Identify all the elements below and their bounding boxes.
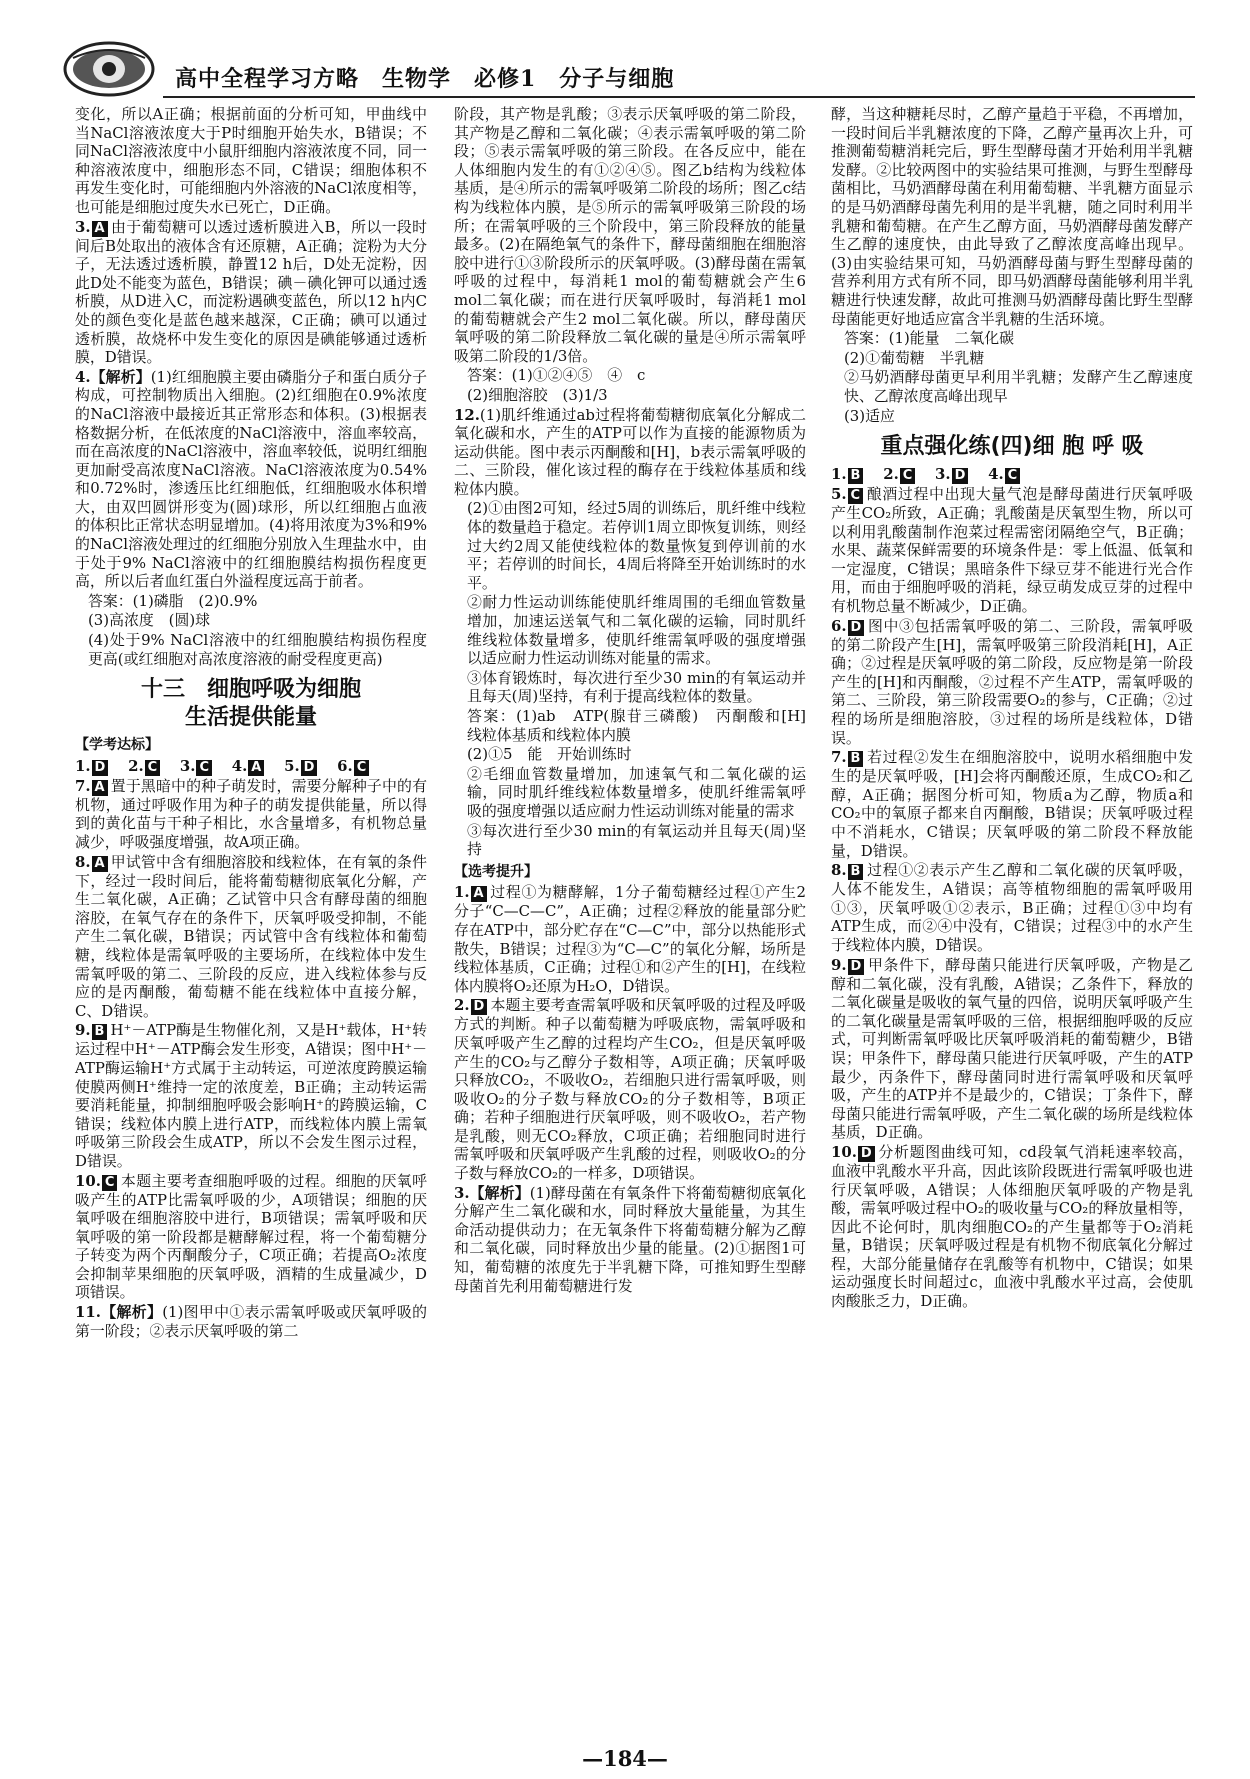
subsection-label: 【学考达标】 bbox=[75, 737, 159, 754]
mc-item: 1. D bbox=[75, 757, 111, 776]
multiple-choice-answers bbox=[831, 465, 1193, 484]
question-text: 分析题图曲线可知，cd段氧气消耗速率较高，血液中乳酸水平升高，因此该阶段既进行需氧呼吸也进行厌氧呼吸，A错误；人体细胞厌氧呼吸的产物是乳酸，需氧呼吸过程中O₂的吸收量与CO₂的释放量相等，因此不论何时，肌肉细胞CO₂的产生量都等于O₂消耗量，B错误；厌氧呼吸过程是有机物不彻底氧化分解过程，大部分能量储存在乳酸等有机物中，C错误；如果运动强度长时间超过c，血液中乳酸水平过高，会使肌肉酸胀乏力，D正确。 bbox=[831, 1142, 1193, 1311]
question-2: 2. D 本题主要考查需氧呼吸和厌氧呼吸的过程及呼吸方式的判断。种子以葡萄糖为呼吸底物，需氧呼吸和厌氧呼吸产生乙醇的过程均产生CO₂，但是厌氧呼吸产生的CO₂与乙醇分子数相等，A项正确；厌氧呼吸只释放CO₂，不吸收O₂，若细胞只进行需氧呼吸，则吸收O₂的分子数与释放CO₂的分子数相等，B项正确；若种子细胞进行厌氧呼吸，则不吸收O₂，若产物是乳酸，则无CO₂释放，C项正确；若细胞同时进行需氧呼吸和厌氧呼吸产生乳酸的过程，则吸收O₂的分子数与释放CO₂的一样多，D项错误。 bbox=[454, 996, 806, 1183]
question-text: (1)酵母菌在有氧条件下将葡萄糖彻底氧化分解产生二氧化碳和水，同时释放大量能量，为其生命活动提供动力；在无氧条件下将葡萄糖分解为乙醇和二氧化碳，同时释放出少量的能量。(2)①据图1可知，葡萄糖的浓度先于半乳糖下降，可推知野生型酵母菌首先利用葡萄糖进行发 bbox=[454, 1183, 806, 1295]
answer-box: A bbox=[92, 856, 108, 872]
section-title: 重点强化练(四)细 胞 呼 吸 bbox=[880, 434, 1144, 460]
analysis-tag: 【解析】 bbox=[90, 367, 151, 386]
question-text: (1)肌纤维通过ab过程将葡萄糖彻底氧化分解成二氧化碳和水，产生的ATP可以作为直接的能源物质为运动供能。图中表示丙酮酸和[H]，b表示需氧呼吸的二、三阶段，催化该过程的酶存在于线粒体基质和线粒体内膜。 bbox=[454, 405, 806, 498]
answer-line: ③每次进行至少30 min的有氧运动并且每天(周)坚持 bbox=[467, 821, 806, 859]
paragraph: ③体育锻炼时，每次进行至少30 min的有氧运动并且每天(周)坚持，有利于提高线粒体的数量。 bbox=[467, 668, 806, 706]
question-7: 7. A 置于黑暗中的种子萌发时，需要分解种子中的有机物，通过呼吸作用为种子的萌发提供能量，所以得到的黄化苗与干种子相比，水含量增多，有机物总量减少，呼吸强度增强，故A项正确。 bbox=[75, 776, 427, 851]
answer-box: B bbox=[848, 468, 864, 484]
question-text: 若过程②发生在细胞溶胶中，说明水稻细胞中发生的是厌氧呼吸，[H]会将丙酮酸还原，生成CO₂和乙醇，A正确；据图分析可知，物质a为乙醇，物质a和CO₂中的氧原子都来自丙酮酸，B错误；厌氧呼吸过程中不消耗水，C错误；厌氧呼吸的第二阶段不释放能量，D错误。 bbox=[831, 748, 1193, 860]
answer-line: (2)①5 能 开始训练时 bbox=[467, 745, 632, 764]
header-divider bbox=[163, 96, 1195, 98]
question-text: 酿酒过程中出现大量气泡是酵母菌进行厌氧呼吸产生CO₂所致，A正确；乳酸菌是厌氧型生物，所以可以利用乳酸菌制作泡菜过程需密闭隔绝空气，B正确；水果、蔬菜保鲜需要的环境条件是：零上低温、低氧和一定湿度，C错误；黑暗条件下绿豆芽不能进行光合作用，而由于细胞呼吸的消耗，绿豆萌发成豆芽的过程中有机物总量不断减少，D正确。 bbox=[831, 485, 1193, 616]
answer-box: C bbox=[848, 488, 864, 504]
question-text: 甲条件下，酵母菌只能进行厌氧呼吸，产物是乙醇和二氧化碳，没有乳酸，A错误；乙条件下，释放的二氧化碳量是吸收的氧气量的四倍，说明厌氧呼吸产生的二氧化碳量是需氧呼吸的三倍，根据细胞呼吸的反应式，可判断需氧呼吸比厌氧呼吸消耗的葡萄糖少，B错误；甲条件下，酵母菌只能进行厌氧呼吸，产生的ATP最少，丙条件下，酵母菌同时进行需氧呼吸和厌氧呼吸，产生的ATP并不是最少的，C错误；丁条件下，酵母菌只能进行需氧呼吸，产生二氧化碳的场所是线粒体基质，D正确。 bbox=[831, 955, 1193, 1142]
mc-item: 6. C bbox=[337, 757, 372, 776]
question-text: 由于葡萄糖可以透过透析膜进入B，所以一段时间后B处取出的液体含有还原糖，A正确；淀粉为大分子，无法透过透析膜，静置12 h后，D处无淀粉，因此D处不能变为蓝色，B错误；碘－碘化钾可以通过透析膜，从D进入C，而淀粉遇碘变蓝色，所以12 h内C处的颜色变化是蓝色越来越深，C正确；碘可以通过透析膜，故烧杯中发生变化的原因是碘能够通过透析膜，D错误。 bbox=[75, 217, 427, 367]
question-number: 4. bbox=[75, 367, 91, 386]
answer-box: D bbox=[848, 620, 865, 636]
question-9: 9. B H⁺－ATP酶是生物催化剂，又是H⁺载体，H⁺转运过程中H⁺－ATP酶会发生形变，A错误；图中H⁺－ATP酶运输H⁺方式属于主动转运，可逆浓度跨膜运输使膜两侧H⁺维持一定的浓度差，B正确；主动转运需要消耗能量，抑制细胞呼吸会影响H⁺的跨膜运输，C错误；线粒体内膜上进行ATP，而线粒体内膜上需氧呼吸第三阶段会生成ATP，所以不会发生图示过程，D错误。 bbox=[75, 1021, 427, 1170]
paragraph: 变化，所以A正确；根据前面的分析可知，甲曲线中当NaCl溶液浓度大于P时细胞开始失水，B错误；不同NaCl溶液浓度中小鼠肝细胞内溶液浓度不同，同一种溶液浓度中，细胞形态不同，C错误；细胞体积不再发生变化时，可能细胞内外溶液的NaCl浓度相等，也可能是细胞过度失水已死亡，D正确。 bbox=[75, 105, 427, 216]
book-title: 高中全程学习方略 生物学 必修1 分子与细胞 bbox=[175, 66, 675, 92]
mc-item: 4. C bbox=[988, 465, 1023, 484]
publisher-logo-icon bbox=[63, 40, 155, 98]
question-11: 11.【解析】(1)图甲中①表示需氧呼吸或厌氧呼吸的第一阶段；②表示厌氧呼吸的第二 bbox=[75, 1303, 427, 1340]
answer-box: D bbox=[301, 760, 318, 776]
answer-box: B bbox=[92, 1024, 108, 1040]
analysis-tag: 【解析】 bbox=[100, 1303, 163, 1322]
mc-item: 3. D bbox=[935, 465, 971, 484]
answer-line: (3)高浓度 (圆)球 bbox=[88, 611, 211, 630]
answer-box: C bbox=[900, 468, 916, 484]
question-1: 1. A 过程①为糖酵解，1分子葡萄糖经过程①产生2分子“C—C—C”，A正确；过程②释放的能量部分贮存在ATP中，部分贮存在“C—C”中，部分以热能形式散失，B错误；过程③为“C—C”的氧化分解，场所是线粒体基质，C正确；过程①和②产生的[H]，在线粒体内膜将O₂还原为H₂O，D错误。 bbox=[454, 883, 806, 995]
question-text: 图中③包括需氧呼吸的第二、三阶段，需氧呼吸的第二阶段产生[H]，需氧呼吸第三阶段消耗[H]，A正确；②过程是厌氧呼吸的第二阶段，反应物是第一阶段产生的[H]和丙酮酸，②过程不产生ATP，需氧呼吸的第二、三阶段，第三阶段需要O₂的参与，C正确；②过程的场所是细胞溶胶，③过程的场所是线粒体，D错误。 bbox=[831, 616, 1193, 747]
answer-box: C bbox=[145, 760, 161, 776]
answer-line: (2)细胞溶胶 (3)1/3 bbox=[467, 385, 608, 404]
question-12: 12.(1)肌纤维通过ab过程将葡萄糖彻底氧化分解成二氧化碳和水，产生的ATP可以作为直接的能源物质为运动供能。图中表示丙酮酸和[H]，b表示需氧呼吸的二、三阶段，催化该过程的酶存在于线粒体基质和线粒体内膜。 bbox=[454, 405, 806, 498]
mc-item: 2. C bbox=[128, 757, 163, 776]
question-text: (1)红细胞膜主要由磷脂分子和蛋白质分子构成，可控制物质出入细胞。(2)红细胞在0.9%浓度的NaCl溶液中最接近其正常形态和体积。(3)根据表格数据分析，在低浓度的NaCl溶液中，溶血率较高，而在高浓度的NaCl溶液中，溶血率较低，说明红细胞更加耐受高浓度NaCl溶液。NaCl溶液浓度为0.54%和0.72%时，渗透压比红细胞低，红细胞吸水体积增大，由双凹圆饼形变为(圆)球形，所以红细胞占血液的体积比正常状态明显增加。(4)将用浓度为3%和9%的NaCl溶液处理过的红细胞分别放入生理盐水中，由于处于9% NaCl溶液中的红细胞膜结构损伤程度更高，所以后者血红蛋白外溢程度远高于前者。 bbox=[75, 367, 427, 591]
page-number: —184— bbox=[582, 1746, 668, 1771]
mc-item: 2. C bbox=[883, 465, 918, 484]
question-text: H⁺－ATP酶是生物催化剂，又是H⁺载体，H⁺转运过程中H⁺－ATP酶会发生形变，A错误；图中H⁺－ATP酶运输H⁺方式属于主动转运，可逆浓度跨膜运输使膜两侧H⁺维持一定的浓度差，B正确；主动转运需要消耗能量，抑制细胞呼吸会影响H⁺的跨膜运输，C错误；线粒体内膜上进行ATP，而线粒体内膜上需氧呼吸第三阶段会生成ATP，所以不会发生图示过程，D错误。 bbox=[75, 1021, 427, 1170]
multiple-choice-answers bbox=[75, 757, 427, 776]
column-left bbox=[75, 105, 427, 1341]
answer-box: A bbox=[471, 886, 487, 902]
answer-box: C bbox=[196, 760, 212, 776]
answer-box: A bbox=[248, 760, 264, 776]
answer-box: B bbox=[848, 751, 864, 767]
paragraph: ②耐力性运动训练能使肌纤维周围的毛细血管数量增加，加速运送氧气和二氧化碳的运输，同时肌纤维线粒体数量增多，使肌纤维需氧呼吸的强度增强以适应耐力性运动训练对能量的需求。 bbox=[467, 593, 806, 668]
answer-line: 答案：(1)ab ATP(腺苷三磷酸) 丙酮酸和[H] 线粒体基质和线粒体内膜 bbox=[467, 707, 821, 744]
answer-box: D bbox=[471, 999, 488, 1015]
question-text: (1)图甲中①表示需氧呼吸或厌氧呼吸的第一阶段；②表示厌氧呼吸的第二 bbox=[75, 1303, 427, 1340]
question-8: 8. A 甲试管中含有细胞溶胶和线粒体，在有氧的条件下，经过一段时间后，能将葡萄糖彻底氧化分解，产生二氧化碳，A正确；乙试管中只含有酵母菌的细胞溶胶，在氧气存在的条件下，厌氧呼吸受抑制，不能产生二氧化碳，B错误；丙试管中含有线粒体和葡萄糖，线粒体是需氧呼吸的主要场所，在线粒体中发生需氧呼吸的第二、三阶段的反应，进入线粒体参与反应的是丙酮酸，葡萄糖不能在线粒体中直接分解，C、D错误。 bbox=[75, 852, 427, 1020]
answer-line: (4)处于9% NaCl溶液中的红细胞膜结构损伤程度更高(或红细胞对高浓度溶液的耐受程度更高) bbox=[88, 631, 427, 668]
question-7: 7. B 若过程②发生在细胞溶胶中，说明水稻细胞中发生的是厌氧呼吸，[H]会将丙酮酸还原，生成CO₂和乙醇，A正确；据图分析可知，物质a为乙醇，物质a和CO₂中的氧原子都来自丙酮酸，B错误；厌氧呼吸过程中不消耗水，C错误；厌氧呼吸的第二阶段不释放能量，D错误。 bbox=[831, 748, 1193, 860]
column-middle bbox=[454, 105, 821, 1296]
mc-item: 5. D bbox=[284, 757, 320, 776]
answer-line: 答案：(1)①②④⑤ ④ c bbox=[467, 366, 646, 385]
question-10: 10. D 分析题图曲线可知，cd段氧气消耗速率较高，血液中乳酸水平升高，因此该阶段既进行需氧呼吸也进行厌氧呼吸，A错误；人体细胞厌氧呼吸的产物是乳酸，需氧呼吸过程中O₂的吸收量与CO₂的释放量相等，因此不论何时，肌肉细胞CO₂的产生量都等于O₂消耗量，B错误；厌氧呼吸过程是有机物不彻底氧化分解过程，大部分能量储存在乳酸等有机物中，C错误；如果运动强度长时间超过c，血液中乳酸水平过高，会使肌肉酸胀乏力，D正确。 bbox=[831, 1142, 1193, 1311]
mc-item: 3. C bbox=[180, 757, 215, 776]
question-9: 9. D 甲条件下，酵母菌只能进行厌氧呼吸，产物是乙醇和二氧化碳，没有乳酸，A错误；乙条件下，释放的二氧化碳量是吸收的氧气量的四倍，说明厌氧呼吸产生的二氧化碳量是需氧呼吸的三倍，根据细胞呼吸的反应式，可判断需氧呼吸比厌氧呼吸消耗的葡萄糖少，B错误；甲条件下，酵母菌只能进行厌氧呼吸，产生的ATP最少，丙条件下，酵母菌同时进行需氧呼吸和厌氧呼吸，产生的ATP并不是最少的，C错误；丁条件下，酵母菌只能进行需氧呼吸，产生二氧化碳的场所是线粒体基质，D正确。 bbox=[831, 955, 1193, 1142]
answer-box: D bbox=[858, 1146, 875, 1162]
question-3 bbox=[75, 218, 427, 367]
section-title bbox=[75, 676, 427, 732]
column-right bbox=[831, 105, 1193, 1312]
question-text: 置于黑暗中的种子萌发时，需要分解种子中的有机物，通过呼吸作用为种子的萌发提供能量，所以得到的黄化苗与干种子相比，水含量增多，有机物总量减少，呼吸强度增强，故A项正确。 bbox=[75, 776, 427, 851]
answer-line: 答案：(1)磷脂 (2)0.9% bbox=[88, 591, 258, 610]
question-6: 6. D 图中③包括需氧呼吸的第二、三阶段，需氧呼吸的第二阶段产生[H]，需氧呼吸第三阶段消耗[H]，A正确；②过程是厌氧呼吸的第二阶段，反应物是第一阶段产生的[H]和丙酮酸，②过程不产生ATP，需氧呼吸的第二、三阶段，第三阶段需要O₂的参与，C正确；②过程的场所是细胞溶胶，③过程的场所是线粒体，D错误。 bbox=[831, 616, 1193, 747]
paragraph: 酵，当这种糖耗尽时，乙醇产量趋于平稳，不再增加，一段时间后半乳糖浓度的下降，乙醇产量再次上升，可推测葡萄糖消耗完后，野生型酵母菌才开始利用半乳糖发酵。②比较两图中的实验结果可推测，与野生型酵母菌相比，马奶酒酵母菌在利用葡萄糖、半乳糖方面显示的是马奶酒酵母菌先利用的是半乳糖，随之同时利用半乳糖和葡萄糖。在产生乙醇方面，马奶酒酵母菌发酵产生乙醇的速度快，由此导致了乙醇浓度高峰出现早。(3)由实验结果可知，马奶酒酵母菌与野生型酵母菌的营养利用方式有所不同，即马奶酒酵母菌能够利用半乳糖进行快速发酵，故此可推测马奶酒酵母菌比野生型酵母菌能更好地适应富含半乳糖的生活环境。 bbox=[831, 105, 1193, 328]
answer-box: C bbox=[102, 1175, 118, 1191]
mc-item: 1. B bbox=[831, 465, 866, 484]
paragraph: (2)①由图2可知，经过5周的训练后，肌纤维中线粒体的数量趋于稳定。若停训1周立即恢复训练，则经过大约2周又能使线粒体的数量恢复到停训前的水平；若停训的时间长，4周后将降至开始训练时的水平。 bbox=[467, 499, 806, 592]
answer-box: A bbox=[92, 221, 108, 237]
question-text: 过程①②表示产生乙醇和二氧化碳的厌氧呼吸，人体不能发生，A错误；高等植物细胞的需氧呼吸用①③，厌氧呼吸①②表示，B正确；过程①③中均有ATP生成，而②④中没有，C错误；过程③中的水产生于线粒体内膜，D错误。 bbox=[831, 861, 1193, 954]
question-4 bbox=[75, 368, 427, 591]
question-text: 本题主要考查需氧呼吸和厌氧呼吸的过程及呼吸方式的判断。种子以葡萄糖为呼吸底物，需氧呼吸和厌氧呼吸产生乙醇的过程均产生CO₂，但是厌氧呼吸产生的CO₂与乙醇分子数相等，A项正确；厌氧呼吸只释放CO₂，不吸收O₂，若细胞只进行需氧呼吸，则吸收O₂的分子数与释放CO₂的分子数相等，B项正确；若种子细胞进行厌氧呼吸，则不吸收O₂，若产物是乳酸，则无CO₂释放，C项正确；若细胞同时进行需氧呼吸和厌氧呼吸产生乳酸的过程，则吸收O₂的分子数与释放CO₂的一样多，D项错误。 bbox=[454, 996, 806, 1183]
question-text: 过程①为糖酵解，1分子葡萄糖经过程①产生2分子“C—C—C”，A正确；过程②释放的能量部分贮存在ATP中，部分贮存在“C—C”中，部分以热能形式散失，B错误；过程③为“C—C”的氧化分解，场所是线粒体基质，C正确；过程①和②产生的[H]，在线粒体内膜将O₂还原为H₂O，D错误。 bbox=[454, 883, 806, 995]
answer-line: (3)适应 bbox=[844, 406, 895, 425]
answer-box: D bbox=[952, 468, 969, 484]
answer-box: D bbox=[92, 760, 109, 776]
question-8: 8. B 过程①②表示产生乙醇和二氧化碳的厌氧呼吸，人体不能发生，A错误；高等植物细胞的需氧呼吸用①③，厌氧呼吸①②表示，B正确；过程①③中均有ATP生成，而②④中没有，C错误；过程③中的水产生于线粒体内膜，D错误。 bbox=[831, 861, 1193, 954]
answer-box: C bbox=[354, 760, 370, 776]
section-title-line: 十三 细胞呼吸为细胞 bbox=[140, 677, 361, 703]
answer-box: B bbox=[848, 864, 864, 880]
mc-item: 4. A bbox=[232, 757, 268, 776]
paragraph: 阶段，其产物是乳酸；③表示厌氧呼吸的第二阶段，其产物是乙醇和二氧化碳；④表示需氧呼吸的第二阶段；⑤表示需氧呼吸的第三阶段。在各反应中，能在人体细胞内发生的有①②④⑤。图乙b结构为线粒体基质，是④所示的需氧呼吸第二阶段的场所；图乙c结构为线粒体内膜，是⑤所示的需氧呼吸第三阶段的场所；在需氧呼吸的三个阶段中，第三阶段释放的能量最多。(2)在隔绝氧气的条件下，酵母菌细胞在细胞溶胶中进行①③阶段所示的厌氧呼吸。(3)酵母菌在需氧呼吸的过程中，每消耗1 mol的葡萄糖就会产生6 mol二氧化碳；而在进行厌氧呼吸时，每消耗1 mol的葡萄糖就会产生2 mol二氧化碳。所以，酵母菌厌氧呼吸的第二阶段释放二氧化碳的量是④所示需氧呼吸第二阶段的1/3倍。 bbox=[454, 105, 806, 365]
question-number: 3. bbox=[75, 217, 91, 236]
question-text: 甲试管中含有细胞溶胶和线粒体，在有氧的条件下，经过一段时间后，能将葡萄糖彻底氧化分解，产生二氧化碳，A正确；乙试管中只含有酵母菌的细胞溶胶，在氧气存在的条件下，厌氧呼吸受抑制，不能产生二氧化碳，B错误；丙试管中含有线粒体和葡萄糖，线粒体是需氧呼吸的主要场所，在线粒体中发生需氧呼吸的第二、三阶段的反应，进入线粒体参与反应的是丙酮酸，葡萄糖不能在线粒体中直接分解，C、D错误。 bbox=[75, 852, 427, 1020]
question-3: 3.【解析】(1)酵母菌在有氧条件下将葡萄糖彻底氧化分解产生二氧化碳和水，同时释放大量能量，为其生命活动提供动力；在无氧条件下将葡萄糖分解为乙醇和二氧化碳，同时释放出少量的能量。(2)①据图1可知，葡萄糖的浓度先于半乳糖下降，可推知野生型酵母菌首先利用葡萄糖进行发 bbox=[454, 1183, 806, 1295]
answer-line: 答案：(1)能量 二氧化碳 bbox=[844, 329, 1014, 348]
answer-box: D bbox=[848, 959, 865, 975]
answer-line: ②马奶酒酵母菌更早利用半乳糖；发酵产生乙醇速度快、乙醇浓度高峰出现早 bbox=[844, 368, 1193, 405]
answer-box: C bbox=[1005, 468, 1021, 484]
analysis-tag: 【解析】 bbox=[469, 1183, 530, 1202]
page-header bbox=[55, 40, 1195, 100]
question-10: 10. C 本题主要考查细胞呼吸的过程。细胞的厌氧呼吸产生的ATP比需氧呼吸的少，A项错误；细胞的厌氧呼吸在细胞溶胶中进行，B项错误；需氧呼吸和厌氧呼吸的第一阶段都是糖酵解过程，将一个葡萄糖分子转变为两个丙酮酸分子，C项正确；若提高O₂浓度会抑制苹果细胞的厌氧呼吸，酒精的生成量减少，D项错误。 bbox=[75, 1171, 427, 1302]
section-title-line: 生活提供能量 bbox=[184, 705, 317, 731]
answer-line: ②毛细血管数量增加，加速氧气和二氧化碳的运输，同时肌纤维线粒体数量增多，使肌纤维需氧呼吸的强度增强以适应耐力性运动训练对能量的需求 bbox=[467, 764, 806, 820]
question-5: 5. C 酿酒过程中出现大量气泡是酵母菌进行厌氧呼吸产生CO₂所致，A正确；乳酸菌是厌氧型生物，所以可以利用乳酸菌制作泡菜过程需密闭隔绝空气，B正确；水果、蔬菜保鲜需要的环境条件是：零上低温、低氧和一定湿度，C错误；黑暗条件下绿豆芽不能进行光合作用，而由于细胞呼吸的消耗，绿豆萌发成豆芽的过程中有机物总量不断减少，D正确。 bbox=[831, 485, 1193, 616]
subsection-label: 【选考提升】 bbox=[454, 863, 538, 880]
answer-box: A bbox=[92, 780, 108, 796]
question-text: 本题主要考查细胞呼吸的过程。细胞的厌氧呼吸产生的ATP比需氧呼吸的少，A项错误；细胞的厌氧呼吸在细胞溶胶中进行，B项错误；需氧呼吸和厌氧呼吸的第一阶段都是糖酵解过程，将一个葡萄糖分子转变为两个丙酮酸分子，C项正确；若提高O₂浓度会抑制苹果细胞的厌氧呼吸，酒精的生成量减少，D项错误。 bbox=[75, 1171, 427, 1302]
answer-line: (2)①葡萄糖 半乳糖 bbox=[844, 348, 985, 367]
